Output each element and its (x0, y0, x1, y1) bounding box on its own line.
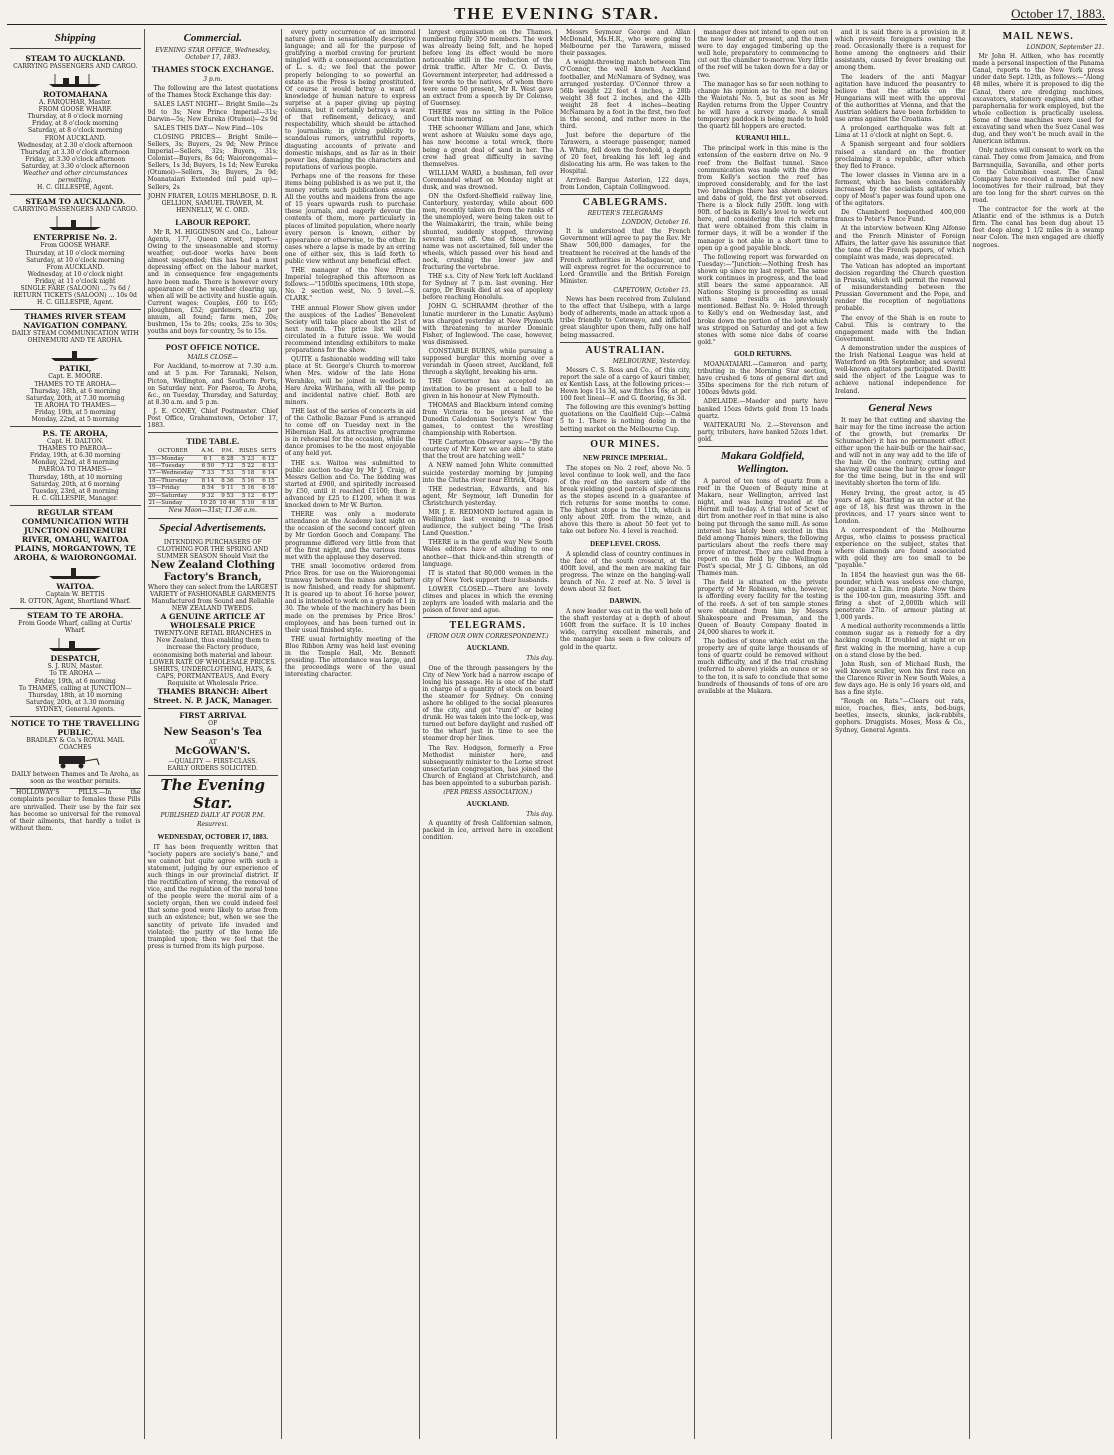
general-news-heading: General News (868, 401, 933, 414)
commercial-heading: Commercial. (183, 32, 242, 44)
table-row: 18—Thursday 8 14 8 36 5 16 6 15 (148, 477, 279, 484)
ad-clothing: INTENDING PURCHASERS OF CLOTHING FOR THE SPRING AND SUMMER SEASON Should Visit the New Zealand Clothing Factory's Branch, Where they can select from the LARGEST VARIETY of FASHIONABLE GARMENTS Manufactured from Sound and Reliable NEW ZEALAND TWEEDS. A GENUINE ARTICLE AT WHOLESALE PRICE TWENTY-ONE RETAIL BRANCHES in New Zealand, thus enabling them to increase the Factory produce, economising both material and labour. LOWER RATE OF WHOLESALE PRICES. SHIRTS, UNDERCLOTHING, HATS, & CAPS, PORTMANTEAUS, And Every Requisite at Wholesale Price. THAMES BRANCH: Albert Street. N. P. JACK, Manager. (148, 537, 279, 709)
labour-heading: LABOUR REPORT. (175, 216, 251, 227)
tide-heading: TIDE TABLE. (186, 436, 240, 447)
columns (7, 29, 1107, 1439)
column-cablegrams: Messrs Seymour George and Allan McDonald, Ms.H.R., who were going to Melbourne per the Tarawera, missed their passages. A weight-throwing match between Tim O'Connor, the well known Auckland footballer, and McNamara of Sydney, was arranged yesterday. O'Connor threw a 56lb weight 22 feet 4 inches, a 28lb weight 38 feet 2 inches, and the 42lb weight 28 feet 4 inches—beating McNamara by a foot in the first, two feet in the second, and rather more in the third. Just before the departure of the Tarawera, a steerage passenger, named A. White, fell down the forehold, a depth of 20 feet, breaking his left leg and dislocating his arm. He was taken to the Hospital. Arrived: Barque Asterion, 122 days, from London, Captain Collingwood. CABLEGRAMS. REUTER'S TELEGRAMS LONDON, October 16. It is understood that the French Government will agree to pay the Rev. Mr Shaw 500,000 damages, for the treatment he received at the hands of the French authorities in Madagascar, and will express regret for the occurrence to Lord Granville and the British Foreign Minister. CAPETOWN, October 15. News has been received from Zululand to the effect that Usibepu, with a large body of adherents, made an attack upon a tribe friendly to Cetewayo, and inflicted great slaughter upon them, fully one half being massacred. AUSTRALIAN. MELBOURNE, Yesterday. Messrs C. S. Ross and Co., of this city, report the sale of a cargo of kauri timber, ex Kentish Lass, at the following prices:—Hewn logs 11s 3d, saw fitches 16s; at per 100 feet lineal—F. and G. flooring, 6s 3d. The following are this evening's betting quotations on the Caulfield Cup:—Calma 5 to 1. There is nothing doing in the betting market on the Melbourne Cup. OUR MINES. NEW PRINCE IMPERIAL. The stopes on No. 2 reef, above No. 5 level continue to look well, and the face of the reef on the eastern side of the break yielding good parcels of specimens as the stopes ascend in a guarantee of rich returns for some months to come. The highest stope is the 11th, which is only about 20ft. from the winze, and above this there is about 50 feet yet to take out before No. 4 level is reached. DEEP LEVEL CROSS. A splendid class of country continues in the face of the south crosscut, at the 400ft level, and the men are making fair progress. The winze on the hanging-wall branch of No. 2 reef at No. 5 level is down about 32 feet. DARWIN. A new leader was cut in the well hole of the shaft yesterday at a depth of about 160ft from the surface. It is 10 inches wide, carrying excellent minerals, and the manager has seen a few colours of gold in the quartz. (557, 29, 695, 1439)
paper-nameplate: The Evening Star. (160, 776, 266, 813)
column-shipping (7, 29, 145, 1439)
table-row: 17—Wednesday 7 33 7 53 5 18 6 14 (148, 470, 279, 477)
telegrams-heading: TELEGRAMS. (449, 620, 526, 632)
table-row: 20—Saturday 9 32 9 53 5 12 6 17 (148, 492, 279, 499)
editorial: IT has been frequently written that "society papers are society's bane," and we cannot but quite agree with such a statement, judging by our experience of such things in our provincial district. If the rectification of wrong, the removal of vice, and the regulation of the moral tone of the people were the moral aim of a society organ, then we could indeed feel that some good were likely to arise from such an existence; but, when we see the sanctity of private life invaded and violated; the purity of the home life trampled upon; then we feel that the press is turned from its high purpose. (147, 843, 278, 950)
mail-news-heading: MAIL NEWS. (1002, 31, 1074, 42)
steamship-icon (45, 215, 105, 231)
column-mail-news: MAIL NEWS. LONDON, September 21. Mr John H. Aitken, who has recently made a personal inspection of the Panama Canal, reports to the New York press under date Sept. 12th, as follows:—"Along 48 miles, where it is proposed to dig the Canal, there are dredging machines, excavators, stationery engines, and other paraphernalia for work employed, but the whole collection is practically useless. Some of these machines were used for excavating sand when the Suez Canal was dug, and they won't be much avail in the American isthmus. Only natives will consent to work on the canal. They come from Jamaica, and from Barranquilla, Savanilla, and other ports on the Columbian coast. The Canal Company have received a number of new locomotives for their railroad, but they are too long for the short curves on the road. The contractor for the work at the Atlantic end of the isthmus is a Dutch firm. The canal has been dug about 15 feet deep along 1 1/2 miles in a swamp near Colon. The men engaged are chiefly negroes. (972, 31, 1104, 249)
australian-heading: AUSTRALIAN. (585, 344, 666, 356)
newspaper-title: THE EVENING STAR. (453, 4, 661, 23)
steamship-icon (45, 636, 105, 652)
special-ads-heading: Special Advertisements. (159, 521, 267, 534)
table-row: 21—Sunday 10 20 10 46 5 10 6 18 (148, 500, 279, 507)
newspaper-page (7, 4, 1107, 1444)
ad-coaches: NOTICE TO THE TRAVELLING PUBLIC. BRADLEY & Co.'s ROYAL MAIL COACHES DAILY between Thames and Te Aroha, as soon as the weather permits. (10, 717, 141, 789)
post-office-heading: POST OFFICE NOTICE. (165, 342, 260, 353)
tide-table: OCTOBER A.M. P.M. RISES SETS 15—Monday 6 1 6 28 5 23 6 12 16—Tuesday 6 50 7 12 5 22 6 13 17—Wednesday 7 33 7 53 5 18 6 14 18—Thursday 8 14 8 36 5 16 6 15 19—Friday 8 54 9 11 5 16 6 16 20—Saturday 9 32 9 53 5 12 6 17 21—Sunday 10 20 10 46 5 10 6 18 (148, 448, 277, 507)
shipping-heading: Shipping (54, 32, 96, 44)
column-mines: manager does not intend to open out on the new leader at present, and the men were to day engaged timbering up the well hole, preparatory to commencing to cut out the chamber to-morrow. Very little of the reef will be taken down for a day or two. The manager has so far seen nothing to change his opinion as to the reef being the Waiotahi No. 5, but as soon as Mr Rayden returns from the Upper Country he will have a survey made. A small temporary paddock is being made to hold the quartz till hoppers are erected. KURANUI HILL. The principal work in this mine is the extension of the eastern drive on No. 9 reef from the Belfast tunnel. Since communication was made with the drive from Kelly's section the reef has improved considerably, and for the last two breakings there has shown colours and dabs of gold, the first yet observed. There is a block fully 250ft. long with 90ft. of backs in Kelly's level to work out here, and considering the rich returns that were obtained from this claim in former days, it will be a wonder if the manager is not able in a short time to open up a good payable block. The following report was forwarded on Tuesday:—"Junction:—Nothing fresh has shown up since my last report. The same work continues in progress, and the lead still bears the same appearance. All Nations: Stoping is proceeding as usual with same results as previously mentioned. Belfast No. 9: Holed through to Kelly's end on Wednesday last, and broke down the portion of the lode which was stripped on Saturday and got a few stones with some nice dabs of coarse gold." GOLD RETURNS. MOANATAIARI.—Cameron and party, tributing in the Morning Star section, have crushed 6 tons of general dirt and 35lbs specimens for the rich return of 100ozs 9dwts gold. ADELAIDE.—Maeder and party have banked 15ozs 6dwts gold from 15 loads quartz. WAITEKAURI No. 2.—Stevenson and party, tributers, have banked 52ozs 1dwt. gold. Makara Goldfield, Wellington. A parcel of ten tons of quartz from a reef in the Queen of Beauty mine at Makara, near Wellington, arrived last night, and was being treated at the Hermit mill to-day. A trial lot of 5cwt of dirt from another reef in that mine is also being put through the same mill. As some interest has lately been excited in this field among Thames miners, the following particulars about the reefs there may prove of interest. They are culled from a report on the field by the Wellington Post's special, Mr J. G. Gibbons, an old Thames man. The field is situated on the private property of Mr Robinson, who, however, is affording every facility for the testing of the reefs. A set of ten sample stones were obtained from him by Messrs Shakespeare and Pressman, and the Queen of Beauty Company floated in 24,000 shares to work it. The bodies of stone which exist on the property are of quite large thousands of tons of quartz could be removed without much difficulty, and if the trial crushing (referred to above) yields an ounce or so to the ton, it is safe to conclude that some hundreds of thousands of tons of ore are available at the Makara. (695, 29, 833, 1439)
column-commercial: Commercial. EVENING STAR OFFICE, Wednesday, October 17, 1883. THAMES STOCK EXCHANGE. 3 p.m. The following are the latest quotations of the Thames Stock Exchange this day: SALES LAST NIGHT— Bright Smile—2s 9d to 3s; New Prince Imperial—31s; Darwin—5s; New Eureka (Otumoi)—2s 9d SALES THIS DAY— New Find—10s CLOSING PRICES— Bright Smile—Sellers, 3s; Buyers, 2s 9d; New Prince Imperial—Sellers, 32s; Buyers, 31s; Colonist—Buyers, 8s 6d; Waiorongomai—Sellers, 1s 3d; Buyers, 1s 1d; New Eureka (Otumoi)—Sellers, 3s; Buyers, 2s 9d; Moanataiari Extended (nil paid up)—Sellers, 2s JOHN FRATER, LOUIS MEHLBOSE, D. R. GELLION, SAMUEL TRAVER, M. HENNELLY, W. C. ORD. LABOUR REPORT. Mr R. M. HIGGINSON and Co., Labour Agents, 177, Queen street, report:—Owing to the unseasonable and stormy weather, out-door works have been almost suspended; this has had a most depressing effect on the labour market, and in consequence few engagements have been made. There is however every appearance of the weather clearing up, when all will be activity and hustle again. Current wages: Couples, £60 to £65; ploughmen, £52; gardeners, £52 per annum, all found; farm men, 20s; bushmen, 15s to 20s; cooks, 25s to 30s; youths and boys for country, 5s to 15s. POST OFFICE NOTICE. MAILS CLOSE— For Auckland, to-morrow at 7.30 a.m. and at 5 p.m. For Taranaki, Nelson, Picton, Wellington, and Southern Ports, on Saturday next. For Paeroa, Te Aroha, &c., on Tuesday, Thursday, and Saturday, at 8.30 a.m. and 5 p.m. J. E. CONEY, Chief Postmaster. Chief Post Office, Grahamstown, October 17, 1883. TIDE TABLE. OCTOBER A.M. P.M. RISES SETS 15—Monday 6 1 6 28 5 23 6 12 16—Tuesday 6 50 7 12 5 22 6 13 17—Wednesday 7 33 7 53 5 18 6 14 18—Thursday 8 14 8 36 5 16 6 15 19—Friday 8 54 9 11 5 16 6 16 20—Saturday 9 32 9 53 5 12 6 17 21—Sunday 10 20 10 46 5 10 6 18 New Moon—31st; 11.36 a.m. Special Advertisements. INTENDING PURCHASERS OF CLOTHING FOR THE SPRING AND SUMMER SEASON Should Visit the New Zealand Clothing Factory's Branch, Where they can select from the LARGEST VARIETY of FASHIONABLE GARMENTS Manufactured from Sound and Reliable NEW ZEALAND TWEEDS. A GENUINE ARTICLE AT WHOLESALE PRICE TWENTY-ONE RETAIL BRANCHES in New Zealand, thus enabling them to increase the Factory produce, economising both material and labour. LOWER RATE OF WHOLESALE PRICES. SHIRTS, UNDERCLOTHING, HATS, & CAPS, PORTMANTEAUS, And Every Requisite at Wholesale Price. THAMES BRANCH: Albert Street. N. P. JACK, Manager. FIRST ARRIVAL OF New Season's Tea AT McGOWAN'S. —QUALITY — FIRST-CLASS. EARLY ORDERS SOLICITED. The Evening Star. PUBLISHED DAILY AT FOUR P.M. Resurrexi. WEDNESDAY, OCTOBER 17, 1883. IT has been frequently written that "society papers are society's bane," and we cannot but quite agree with such a statement, judging by our experience of such things in our provincial district. If the rectification of wrong, the removal of vice, and the regulation of the moral tone of the people were the moral aim of a society organ, then we could indeed feel that some good were likely to arise from such an existence; but, when we see the sanctity of private life invaded and violated; the purity of the home life trampled upon; then we feel that the press is turned from its high purpose. (145, 29, 283, 1439)
makara-heading: Makara Goldfield, Wellington. (720, 449, 805, 475)
issue-date: October 17, 1883. (1011, 6, 1105, 21)
ad-rotomahana: STEAM TO AUCKLAND. CARRYING PASSENGERS AND CARGO. ROTOMAHANA A. FARQUHAR, Master. FROM GOOSE WHARF. Thursday, at 8 o'clock morning Friday, at 8 o'clock morning Saturday, at 8 o'clock morning FROM AUCKLAND. Wednesday, at 2.30 o'clock afternoon Thursday, at 3.30 o'clock afternoon Friday, at 3.30 o'clock afternoon Saturday, at 3.30 o'clock afternoon Weather and other circumstances permitting. H. C. GILLESPIE, Agent. (10, 52, 141, 195)
column-local-news: largest organisation on the Thames, numbering fully 350 members. The work was already being felt, and he hoped before long its effect would be more noticeable still in the reduction of the drink traffic. After Mr C. O. Davis, Government interpreter, had addressed a few words to the natives, of whom there were some 50 present, Mr R. West gave an extract from a speech by Dr Colenso, of Guernsey. THERE was no sitting in the Police Court this morning. THE schooner William and Jane, which went ashore at Waiuku some days ago, has now become a total wreck, there being a great deal of sand in her. The crew had great difficulty in saving themselves. WILLIAM WARD, a bushman, fell over Coromandel wharf on Monday night at dusk, and was drowned. ON the Oxford-Sheffield railway line, Canterbury, yesterday, while about 600 men, recently taken on from the ranks of the unemployed, were being taken out to the Waimakariri, the train, while being shunted, suddenly stopped, throwing several men off. One of those, whose name was not ascertained, fell under the wheels, which passed over his head and neck, crushing the lower jaw and fracturing the vertebrae. THE s.s. City of New York left Auckland for Sydney at 7 p.m. last evening. Her cargo, Dr Brasik died at sea of apoplexy before reaching Honolulu. JOHN G. SCHRAMM (brother of the lunatic murderer in the Lunatic Asylum) was charged yesterday at New Plymouth with threatening to murder Dominic Fisher, of Inglewood. The case, however, was dismissed. CONSTABLE BURNS, while pursuing a supposed burglar this morning over a verandah in Queen street, Auckland, fell through a skylight, breaking his arm. THE Governor has accepted an invitation to be present at a ball to be given in his honour at New Plymouth. THOMAS and Blackburn intend coming from Victoria to be present at the Dunedin Caledonian Society's New Year games, to contest the wrestling championship with Robertson. THE Carterton Observer says:—"By the courtesy of Mr Kerr we are able to state that the trout are hatching well." A NEW named John White committed suicide yesterday morning by jumping into the Clutha river near Ettrick, Otago. THE pedestrian, Edwards, and his agent, Mr Seymour, left Dunedin for Christchurch yesterday. MR J. E. REDMOND lectured again in Wellington last evening to a good audience, the subject being "The Irish Land Question." THERE is in the gentle way New South Wales editors have of alluding to one another—that thick-and-thin strength of language. IT is stated that 80,000 women in the city of New York support their husbands. LOWER CLOSED.—There are lovely climes and places in which the evening zephyrs are loaded with malaria and the poison of fever and ague. TELEGRAMS. (FROM OUR OWN CORRESPONDENT.) AUCKLAND. This day. One of the through passengers by the City of New York had a narrow escape of losing his passage. He is one of the staff in charge of a quantity of stock on board the steamer for Sydney. On coming ashore he obliged to the social pleasures of the city, and got "rum'd" or being drunk. He was taken into the lock-up, was turned out before daylight and rushed off to the wharf just in time to see the steamer drop her lines. The Rev. Hodgson, formerly a Free Methodist minister here, and subsequently minister to the Lorne street unsectarian congregation, has joined the Church of England at Christchurch, and has been appointed to a suburban parish. (PER PRESS ASSOCIATION.) AUCKLAND. This day. A quantity of fresh Californian salmon, packed in ice, arrived here in excellent condition. (420, 29, 558, 1439)
masthead (7, 4, 1107, 25)
ad-patiki: THAMES RIVER STEAM NAVIGATION COMPANY. DAILY STEAM COMMUNICATION WITH OHINEMURI AND TE AROHA. PATIKI, Capt. E. MOORE. THAMES TO TE AROHA— Thursday, 18th, at 6 morning Saturday, 20th, at 7.30 morning TE AROHA TO THAMES— Friday, 19th, at 5 morning Monday, 22nd, at 5 morning (10, 310, 141, 427)
ad-waitoa: REGULAR STEAM COMMUNICATION WITH JUNCTION OHINEMURI RIVER, OMAHU, WAITOA PLAINS, MORGANTOWN, TE AROHA, & WAIORONGOMAI. WAITOA. Captain W. BETTIS R. OTTON, Agent, Shortland Wharf. (10, 506, 141, 609)
ad-despatch: STEAM TO TE AROHA. From Goode Wharf, calling at Curtis' Wharf. DESPATCH, S. J. RUN, Master. To TE AROHA — Friday, 19th, at 6 morning To THAMES, calling at JUNCTION— Thursday, 18th, at 10 morning Saturday, 20th, at 3.30 morning SYDNEY, General Agents. (10, 609, 141, 717)
steamship-icon (45, 564, 105, 580)
table-row: 16—Tuesday 6 50 7 12 5 22 6 13 (148, 463, 279, 470)
table-row: 19—Friday 8 54 9 11 5 16 6 16 (148, 485, 279, 492)
cablegrams-heading: CABLEGRAMS. (582, 197, 668, 209)
exchange-heading: THAMES STOCK EXCHANGE. (151, 64, 274, 75)
column-editorial: every petty occurrence of an immoral nature given in sensationally descriptive language; and all for the purpose of gratifying a morbid craving for prurient mingled with a consequent accumulation of L. s. d.; we feel that the power properly belonging to so powerful an estate as the Press is being prostituted. Of course it would betray a want of knowledge of human nature to express surprise at a paper giving up paying columns, but it certainly betrays a want of that refinement, delicacy, and respectability, which should be attached to journalism; in giving publicity to scandalous rumors, untruthful reports, disgusting accounts of private and domestic mishaps, and as far as in their power lies, damaging the characters and reputations of various people. Perhaps one of the reasons for these items being published is as we put it, the money return such publications ensure. All the youths and maidens from the age of 15 years upwards rush to purchase these journals, and eagerly devour the contents of them, more particularly in places of limited population, where nearly every person is known, either by appearance or otherwise, to the other. In cases where a lapse is made by an erring one of either sex, this is laid forth to public view without any beneficial effect. THE manager of the New Prince Imperial telegraphed this afternoon as follows:—"1500lbs specimens, 10th stope, No. 2 section west, No. 5 level.—S. CLARK." THE annual Flower Show given under the auspices of the Ladies' Benevolent Society will take place about the 21st of next month. The prize list will be circulated in a future issue. We would recommend intending exhibitors to make preparations for the show. QUITE a fashionable wedding will take place at St. George's Church to-morrow when Mrs. widow of the late Hone Werahiko, will be joined in wedlock to Hare Areka Wirihana, with all the pomp and incidental native chief. Both are minors. THE last of the series of concerts in aid of the Catholic Bazaar Fund is arranged to come off on Tuesday next in the Hibernian Hall. As attractive programme is in rehearsal for the occasion, while the dance promises to be the most enjoyable of any held yet. THE s.s. Waitoa was submitted to public auction to-day by Mr J. Craig, of Messrs Gellion and Co. The bidding was started at £900, and spiritedly increased by £50, until it reached £1100; then it advanced by £25 to £1200, when it was knocked down to Mr W. Burton. THERE was only a moderate attendance at the Academy last night on the occasion of the second concert given by Mr Gordon Gooch and Company. The programme differed very little from that of the first night, and the various items met with the applause they deserved. THE small locomotive ordered from Price Bros. for use on the Waiorongomai tramway between the mines and battery is now finished, and ready for shipment. It is geared up to about 16 horse power, and is intended to work on a grade of 1 in 30. The whole of the machinery has been made on the premises by Price Bros.' employees, and has been turned out in their usual finished style. THE usual fortnightly meeting of the Blue Ribbon Army was held last evening in the Temple Hall, Mr. Bennett presiding. The attendance was large, and the proceedings were of the usual interesting character. (282, 29, 420, 1439)
ad-te-aroha: P.S. TE AROHA, Capt. H. DALTON. THAMES TO PAEROA— Friday, 19th, at 6.30 morning Monday, 22nd, at 8 morning PAEROA TO THAMES— Thursday, 18th, at 10 morning Saturday, 20th, at 6 morning Tuesday, 23rd, at 8 morning H. C. GILLESPIE, Manager. (10, 427, 141, 506)
table-row: 15—Monday 6 1 6 28 5 23 6 12 (148, 455, 279, 462)
steamship-icon (45, 346, 105, 362)
coach-icon (45, 753, 105, 769)
ad-enterprise: STEAM TO AUCKLAND. CARRYING PASSENGERS AND CARGO. ENTERPRISE No. 2. From GOOSE WHARF. Thursday, at 10 o'clock morning Saturday, at 10 o'clock morning From AUCKLAND. Wednesday, at 10 o'clock night Friday, at 11 o'clock night SINGLE FARE (SALOON) ... 7s 6d / RETURN TICKETS (SALOON) ... 10s 0d H. C. GILLESPIE, Agent. (10, 195, 141, 310)
column-general-news: and it is said there is a provision in it which prevents foreigners owning the road. Occasionally there is a request for home among the engineers and their assistants, caused by fever breaking out among them. The leaders of the anti Magyar agitation have induced the peasantry to believe that the attacks on the Hungarians will meet with the approval of the authorities at Vienna, and that the Austrian soldiers have been forbidden to use arms against the Croatians. A prolonged earthquake was felt at Lima at 11 o'clock at night on Sept. 6. A Spanish sergeant and four soldiers raised a standard on the frontier proclaiming it a republic, after which they fled to France. The lower classes in Vienna are in a ferment, which has been considerably increased by the socialists agitators. A copy of Most's paper was found upon one of the agitators. De Chambord bequeathed 400,000 francs to Peter's Pence Fund. At the interview between King Alfonso and the French Minister of Foreign Affairs, the latter gave his assurance that the tone of the French papers, of which complaint was made, was deprecated. The Vatican has adopted an important decision regarding the Church question in Prussia, which will permit the renewal of misunderstanding between the Prussian Government and the Pope, and render the reception of negotiations probable. The envoy of the Shah is en route to Cabul. This is contrary to the engagement made with the Indian Government. A demonstration under the auspices of the Irish National League was held at Waterford on 9th September, and several well-known agitators participated. Davitt said the object of the League was to achieve national independence for Ireland. General News It may be that cutting and shaving the hair may for the time increase the action of the growth, but (remarks Dr Schumacher) it has no permanent effect either upon the hair-bulb or the hair-sac, and will not in any way add to the life of the hair. On the contrary, cutting and shaving will cause the hair to grow longer for the time being, but in the end will inevitably shorten the term of life. Henry Irving, the great actor, is 45 years of age. Starting as an actor at the age of 18, his first was thrown in the provinces, and 17 years since went to London. A correspondent of the Melbourne Argus, who claims to possess practical experience on the subject, states that where diamonds are found associated with gold they are too small to be "payable." In 1854 the heaviest gun was the 68-pounder, which was useless one charge, for against a 12in. iron plate. Now there is the 100-ton gun, measuring 35ft. and firing a shot of 2,000lb which will penetrate 27in. of armour plating at 1,000 yards. A medical authority recommends a little common sugar as a remedy for a dry hacking cough. If troubled at night or on first waking in the morning, have a cup on a stand close by the bed. John Rush, son of Michael Rush, the well known sculler, won his first race on the Clarence River in New South Wales, a few days ago. He is only 16 years old, and has a fine style. "Rough on Rats."—Clears out rats, mice, roaches, flies, ants, bed-bugs, beetles, insects, skunks, jack-rabbits, gophers. Druggists. Moses, Moss & Co., Sydney, General Agents. (832, 29, 970, 1439)
holloway-ad: HOLLOWAY'S PILLS.—In the complaints peculiar to females these Pills are unrivalled. Their use by the fair sex has become so universal for the removal of their ailments, that hardly a toilet is without them. (10, 789, 141, 832)
steamship-icon (45, 72, 105, 88)
our-mines-heading: OUR MINES. (590, 438, 661, 450)
ad-tea: FIRST ARRIVAL OF New Season's Tea AT McGOWAN'S. —QUALITY — FIRST-CLASS. EARLY ORDERS SOLICITED. (148, 709, 279, 776)
